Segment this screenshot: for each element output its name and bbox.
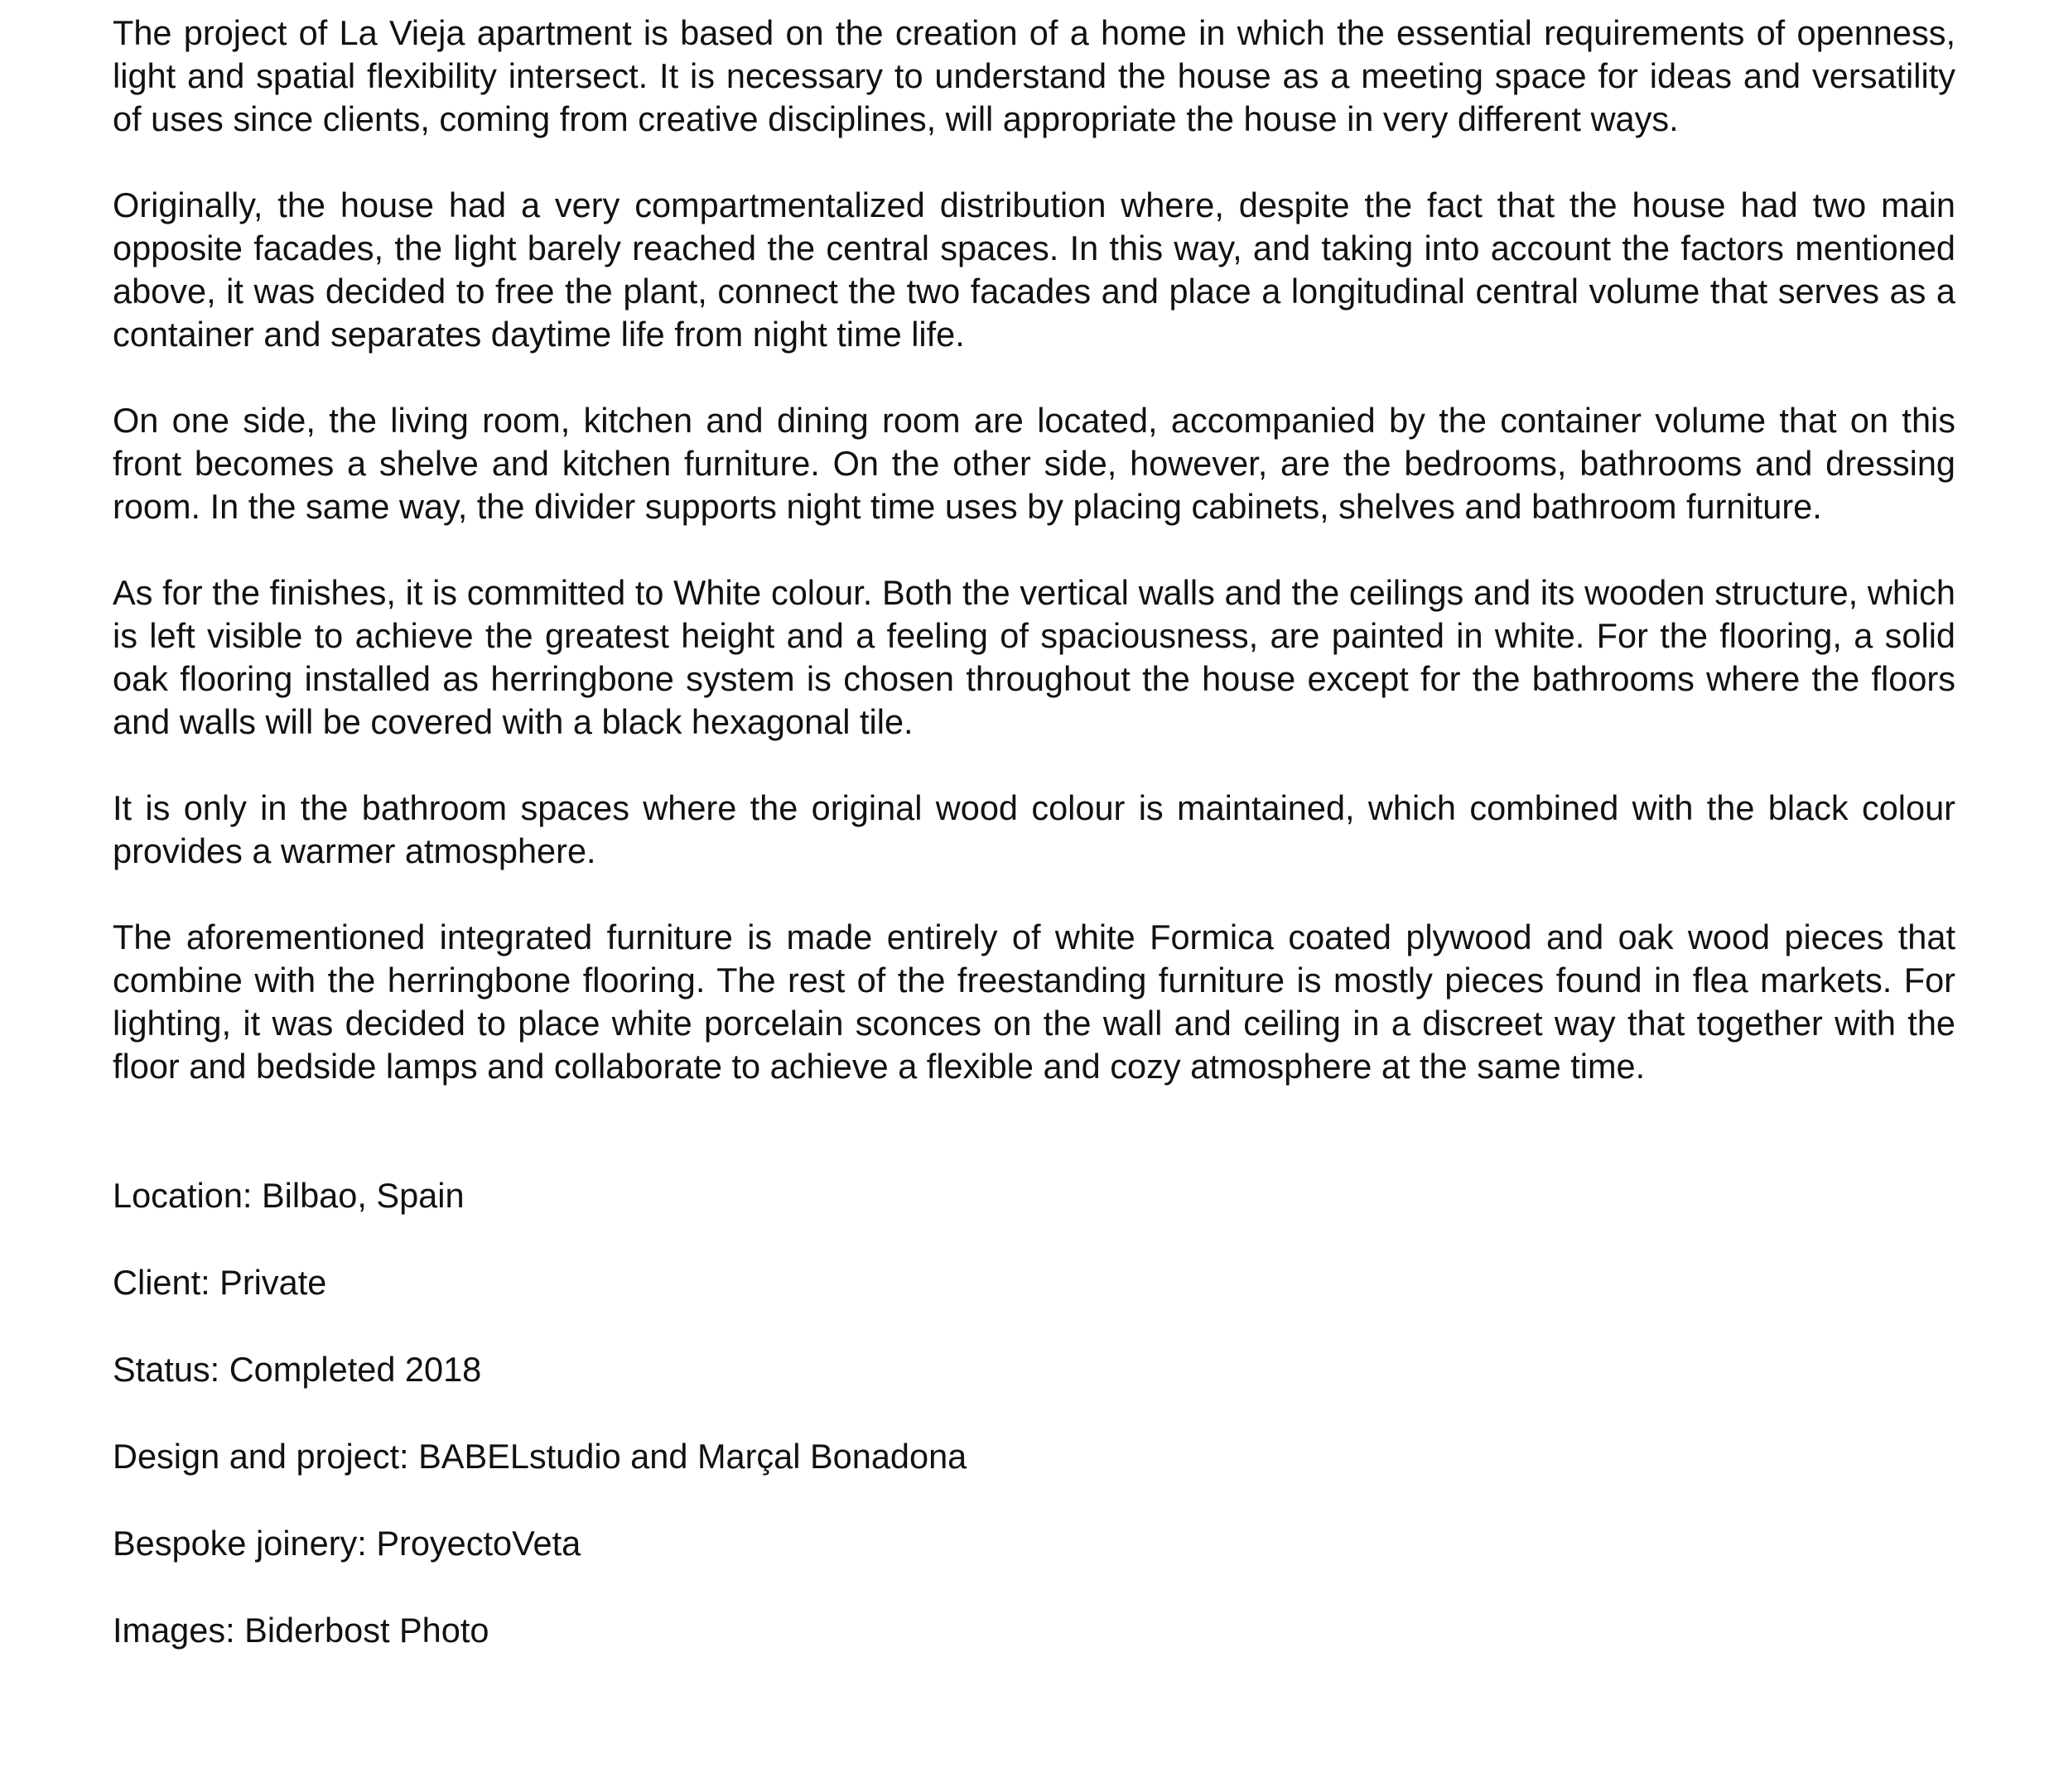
credit-joinery: Bespoke joinery: ProyectoVeta	[113, 1524, 581, 1563]
document-page	[113, 12, 1955, 1696]
paragraph-intro: The project of La Vieja apartment is based on the creation of a home in which the essential requirements of openness, light and spatial flexibility intersect. It is necessary to understand the house as a meeting space for ideas and versatility of uses since clients, coming from creative disciplines, will appropriate the house in very different ways.	[113, 13, 1955, 138]
paragraph-original-layout: Originally, the house had a very compartmentalized distribution where, despite the fact that the house had two main opposite facades, the light barely reached the central spaces. In this way, and taking into account the factors mentioned above, it was decided to free the plant, connect the two facades and place a longitudinal central volume that serves as a container and separates daytime life from night time life.	[113, 185, 1955, 354]
paragraph-furniture-lighting: The aforementioned integrated furniture is made entirely of white Formica coated plywood and oak wood pieces that combine with the herringbone flooring. The rest of the freestanding furniture is mostly pieces found in flea markets. For lighting, it was decided to place white porcelain sconces on the wall and ceiling in a discreet way that together with the floor and bedside lamps and collaborate to achieve a flexible and cozy atmosphere at the same time.	[113, 918, 1955, 1086]
credit-location: Location: Bilbao, Spain	[113, 1176, 465, 1215]
credit-images: Images: Biderbost Photo	[113, 1611, 489, 1650]
paragraph-bathroom-wood: It is only in the bathroom spaces where the original wood colour is maintained, which combined with the black colour provides a warmer atmosphere.	[113, 788, 1955, 870]
credit-status: Status: Completed 2018	[113, 1350, 482, 1389]
credit-client: Client: Private	[113, 1263, 327, 1302]
project-credits	[113, 1174, 1955, 1652]
credit-design: Design and project: BABELstudio and Marçal Bonadona	[113, 1437, 967, 1476]
paragraph-room-distribution: On one side, the living room, kitchen and dining room are located, accompanied by the container volume that on this front becomes a shelve and kitchen furniture. On the other side, however, are the bedrooms, bathrooms and dressing room. In the same way, the divider supports night time uses by placing cabinets, shelves and bathroom furniture.	[113, 401, 1955, 526]
paragraph-finishes: As for the finishes, it is committed to White colour. Both the vertical walls and the ceilings and its wooden structure, which is left visible to achieve the greatest height and a feeling of spaciousness, are painted in white. For the flooring, a solid oak flooring installed as herringbone system is chosen throughout the house except for the bathrooms where the floors and walls will be covered with a black hexagonal tile.	[113, 573, 1955, 741]
project-description	[113, 12, 1955, 1088]
